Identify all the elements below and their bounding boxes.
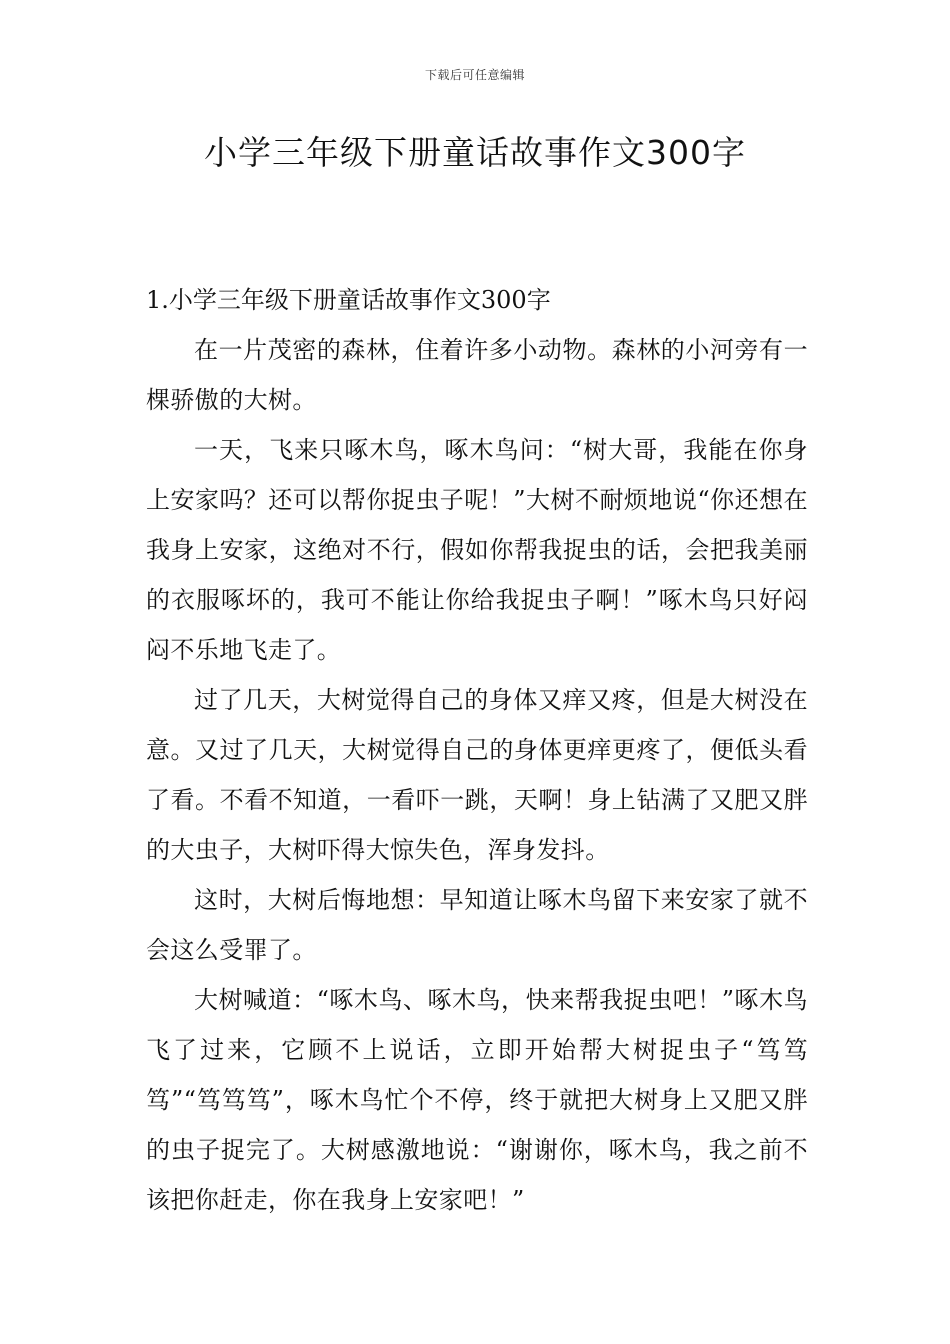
page-title: 小学三年级下册童话故事作文300字 <box>204 133 746 172</box>
paragraph: 过了几天，大树觉得自己的身体又痒又疼，但是大树没在意。又过了几天，大树觉得自己的身体更痒更疼了，便低头看了看。不看不知道，一看吓一跳，天啊！身上钻满了又肥又胖的大虫子，大树吓得大惊失色，浑身发抖。 <box>146 686 808 864</box>
document-body <box>146 280 808 1225</box>
header-note: 下载后可任意编辑 <box>424 68 525 82</box>
paragraph: 这时，大树后悔地想：早知道让啄木鸟留下来安家了就不会这么受罪了。 <box>146 886 808 964</box>
section-heading: 1.小学三年级下册童话故事作文300字 <box>146 286 551 314</box>
paragraph: 一天，飞来只啄木鸟，啄木鸟问：“树大哥，我能在你身上安家吗？还可以帮你捉虫子呢！”大树不耐烦地说“你还想在我身上安家，这绝对不行，假如你帮我捉虫的话，会把我美丽的衣服啄坏的，我可不能让你给我捉虫子啊！”啄木鸟只好闷闷不乐地飞走了。 <box>146 436 808 664</box>
paragraph: 大树喊道：“啄木鸟、啄木鸟，快来帮我捉虫吧！”啄木鸟飞了过来，它顾不上说话，立即开始帮大树捉虫子“笃笃笃”“笃笃笃”，啄木鸟忙个不停，终于就把大树身上又肥又胖的虫子捉完了。大树感激地说：“谢谢你，啄木鸟，我之前不该把你赶走，你在我身上安家吧！” <box>146 986 808 1214</box>
paragraph: 在一片茂密的森林，住着许多小动物。森林的小河旁有一棵骄傲的大树。 <box>146 336 808 414</box>
